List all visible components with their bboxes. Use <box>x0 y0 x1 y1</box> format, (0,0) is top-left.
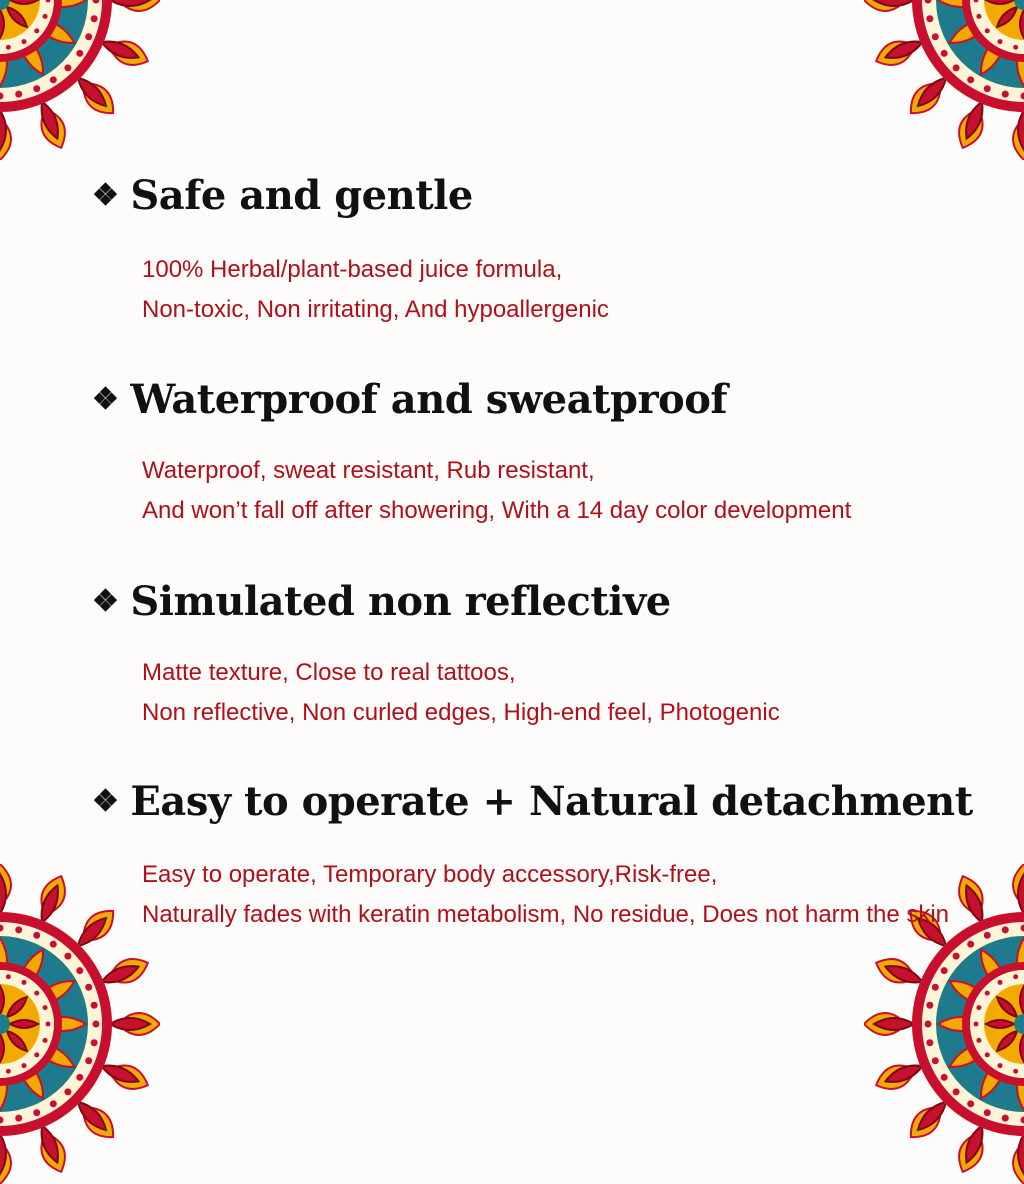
feature-description <box>142 653 780 733</box>
feature-heading-text: Simulated non reflective <box>130 578 670 625</box>
feature-description-line: Easy to operate, Temporary body accessory,Risk-free, <box>142 855 949 895</box>
feature-heading <box>92 578 671 625</box>
feature-description <box>142 451 851 531</box>
feature-description-line: Matte texture, Close to real tattoos, <box>142 653 780 693</box>
feature-heading <box>92 778 973 825</box>
feature-description-line: 100% Herbal/plant-based juice formula, <box>142 250 609 290</box>
mandala-icon <box>864 0 1024 160</box>
feature-description-line: And won’t fall off after showering, With a 14 day color development <box>142 491 851 531</box>
feature-heading-text: Waterproof and sweatproof <box>130 376 727 423</box>
mandala-icon <box>0 0 160 160</box>
feature-heading-text: Easy to operate + Natural detachment <box>130 778 972 825</box>
feature-description-line: Non-toxic, Non irritating, And hypoallergenic <box>142 290 609 330</box>
feature-description <box>142 250 609 330</box>
feature-description <box>142 855 949 935</box>
feature-description-line: Non reflective, Non curled edges, High-end feel, Photogenic <box>142 693 780 733</box>
diamond-bullet-icon: ❖ <box>92 382 118 417</box>
feature-heading <box>92 172 473 219</box>
diamond-bullet-icon: ❖ <box>92 784 118 819</box>
feature-description-line: Waterproof, sweat resistant, Rub resistant, <box>142 451 851 491</box>
feature-heading-text: Safe and gentle <box>130 172 472 219</box>
diamond-bullet-icon: ❖ <box>92 584 118 619</box>
feature-heading <box>92 376 727 423</box>
mandala-icon <box>0 864 160 1184</box>
diamond-bullet-icon: ❖ <box>92 178 118 213</box>
feature-description-line: Naturally fades with keratin metabolism, No residue, Does not harm the skin <box>142 895 949 935</box>
